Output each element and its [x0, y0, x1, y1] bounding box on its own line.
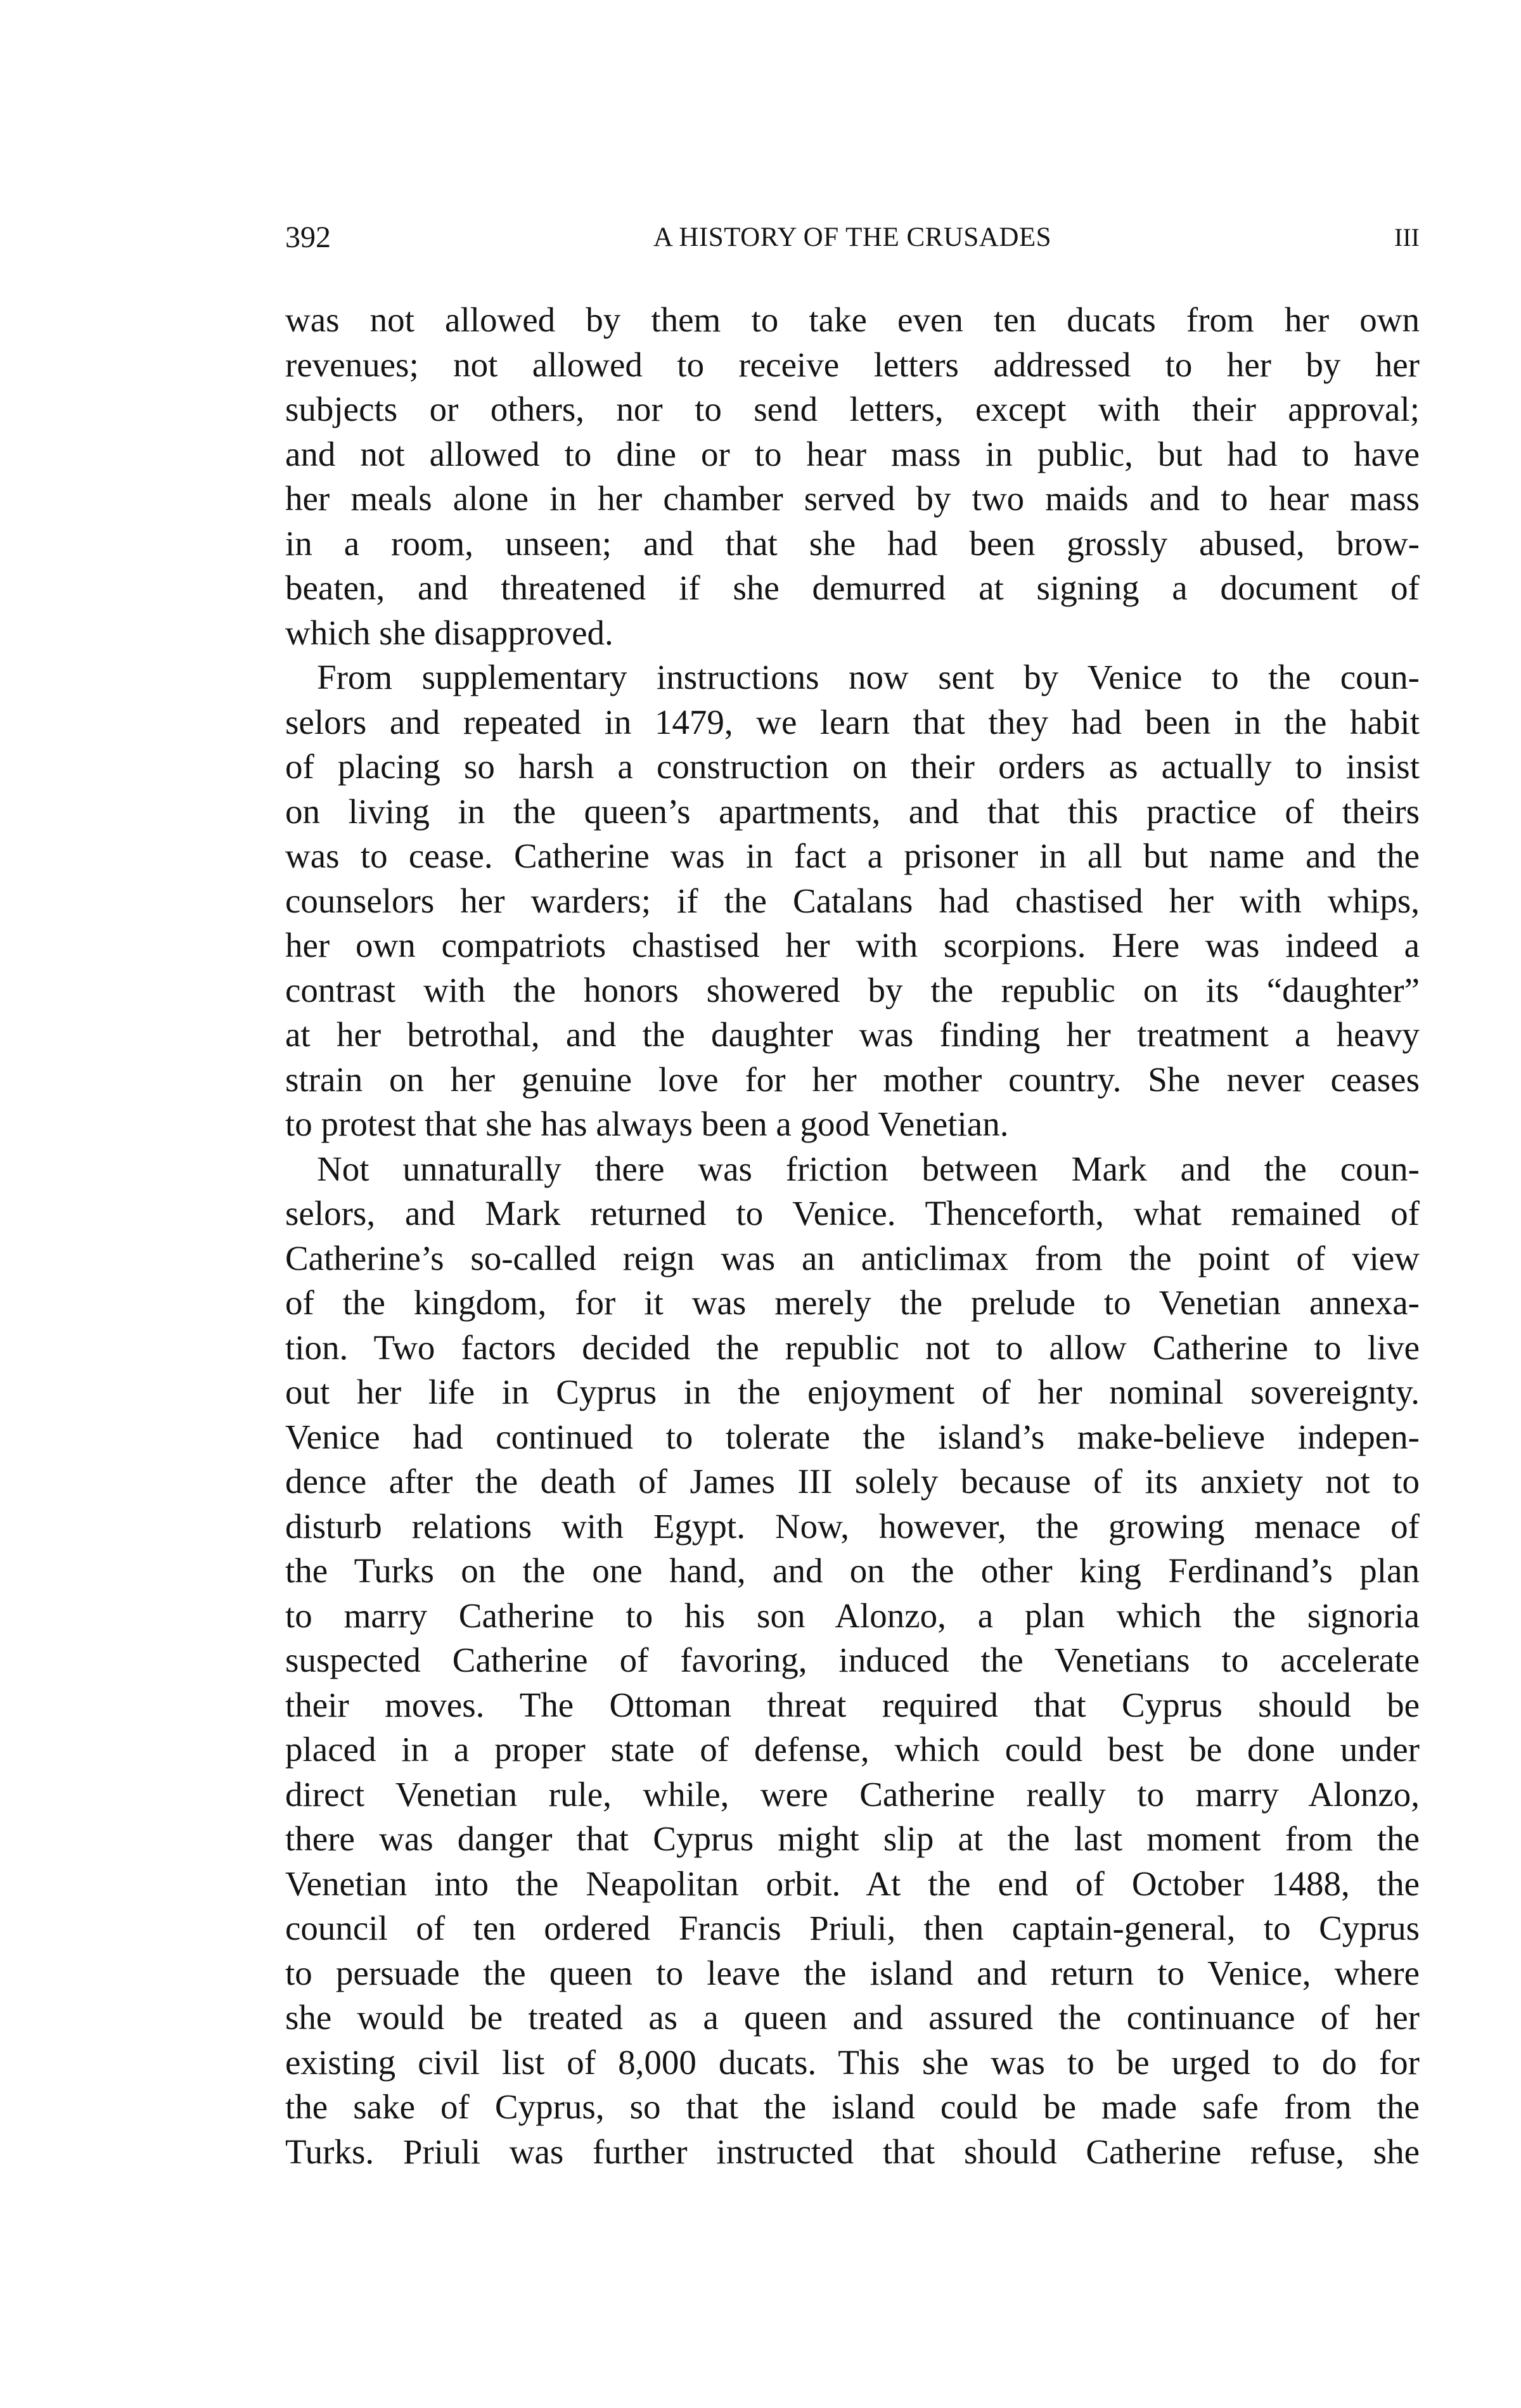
- text-line: in a room, unseen; and that she had been grossly abused, brow-: [285, 523, 1420, 563]
- text-line: their moves. The Ottoman threat required that Cyprus should be: [285, 1685, 1420, 1724]
- text-line: strain on her genuine love for her mother country. She never ceases: [285, 1060, 1420, 1099]
- text-line: Venetian into the Neapolitan orbit. At the end of October 1488, the: [285, 1864, 1420, 1903]
- text-line: Not unnaturally there was friction between Mark and the coun-: [317, 1149, 1420, 1188]
- text-line: which she disapproved.: [285, 613, 613, 652]
- text-line: on living in the queen’s apartments, and that this practice of theirs: [285, 791, 1420, 831]
- text-line: at her betrothal, and the daughter was finding her treatment a heavy: [285, 1015, 1420, 1054]
- text-line: counselors her warders; if the Catalans had chastised her with whips,: [285, 881, 1420, 920]
- text-line: to marry Catherine to his son Alonzo, a plan which the signoria: [285, 1596, 1420, 1635]
- text-line: the Turks on the one hand, and on the other king Ferdinand’s plan: [285, 1551, 1420, 1590]
- text-line: direct Venetian rule, while, were Catherine really to marry Alonzo,: [285, 1774, 1420, 1814]
- text-line: Turks. Priuli was further instructed that should Catherine refuse, she: [285, 2132, 1420, 2171]
- text-line: to persuade the queen to leave the island and return to Venice, where: [285, 1953, 1420, 1992]
- text-line: the sake of Cyprus, so that the island could be made safe from the: [285, 2087, 1420, 2126]
- text-line: was not allowed by them to take even ten ducats from her own: [285, 300, 1420, 339]
- text-line: placed in a proper state of defense, which could best be done under: [285, 1730, 1420, 1769]
- text-line: her meals alone in her chamber served by two maids and to hear mass: [285, 479, 1420, 518]
- text-line: her own compatriots chastised her with scorpions. Here was indeed a: [285, 926, 1420, 964]
- paragraph: [285, 655, 1420, 1147]
- text-line: From supplementary instructions now sent by Venice to the coun-: [317, 658, 1420, 696]
- text-line: selors, and Mark returned to Venice. Thenceforth, what remained of: [285, 1194, 1420, 1233]
- text-line: was to cease. Catherine was in fact a prisoner in all but name and the: [285, 836, 1420, 875]
- text-line: contrast with the honors showered by the republic on its “daughter”: [285, 970, 1420, 1009]
- text-line: revenues; not allowed to receive letters addressed to her by her: [285, 345, 1420, 384]
- text-line: beaten, and threatened if she demurred at signing a document of: [285, 568, 1420, 607]
- text-line: selors and repeated in 1479, we learn that they had been in the habit: [285, 702, 1420, 741]
- text-line: tion. Two factors decided the republic not to allow Catherine to live: [285, 1328, 1420, 1367]
- paragraph: [285, 1147, 1420, 2175]
- running-head: [285, 219, 1420, 257]
- text-line: existing civil list of 8,000 ducats. This she was to be urged to do for: [285, 2042, 1420, 2082]
- text-line: of placing so harsh a construction on their orders as actually to insist: [285, 747, 1420, 786]
- text-line: and not allowed to dine or to hear mass in public, but had to have: [285, 434, 1420, 473]
- page-number: 392: [285, 221, 331, 254]
- text-line: subjects or others, nor to send letters, except with their approval;: [285, 390, 1420, 428]
- text-line: out her life in Cyprus in the enjoyment of her nominal sovereignty.: [285, 1373, 1420, 1411]
- text-line: of the kingdom, for it was merely the prelude to Venetian annexa-: [285, 1283, 1420, 1322]
- text-line: Venice had continued to tolerate the island’s make-believe indepen-: [285, 1417, 1420, 1456]
- text-line: there was danger that Cyprus might slip at the last moment from the: [285, 1819, 1420, 1858]
- paragraph: [285, 298, 1420, 655]
- text-line: disturb relations with Egypt. Now, however, the growing menace of: [285, 1506, 1420, 1546]
- text-line: suspected Catherine of favoring, induced the Venetians to accelerate: [285, 1641, 1420, 1679]
- text-line: she would be treated as a queen and assured the continuance of her: [285, 1998, 1420, 2037]
- text-line: Catherine’s so-called reign was an anticlimax from the point of view: [285, 1238, 1420, 1278]
- volume-number: III: [1394, 223, 1420, 252]
- text-line: to protest that she has always been a good Venetian.: [285, 1105, 1009, 1143]
- body-text: [285, 298, 1420, 2174]
- running-title: A HISTORY OF THE CRUSADES: [653, 222, 1052, 252]
- text-line: dence after the death of James III solely because of its anxiety not to: [285, 1462, 1420, 1501]
- text-line: council of ten ordered Francis Priuli, then captain-general, to Cyprus: [285, 1909, 1420, 1947]
